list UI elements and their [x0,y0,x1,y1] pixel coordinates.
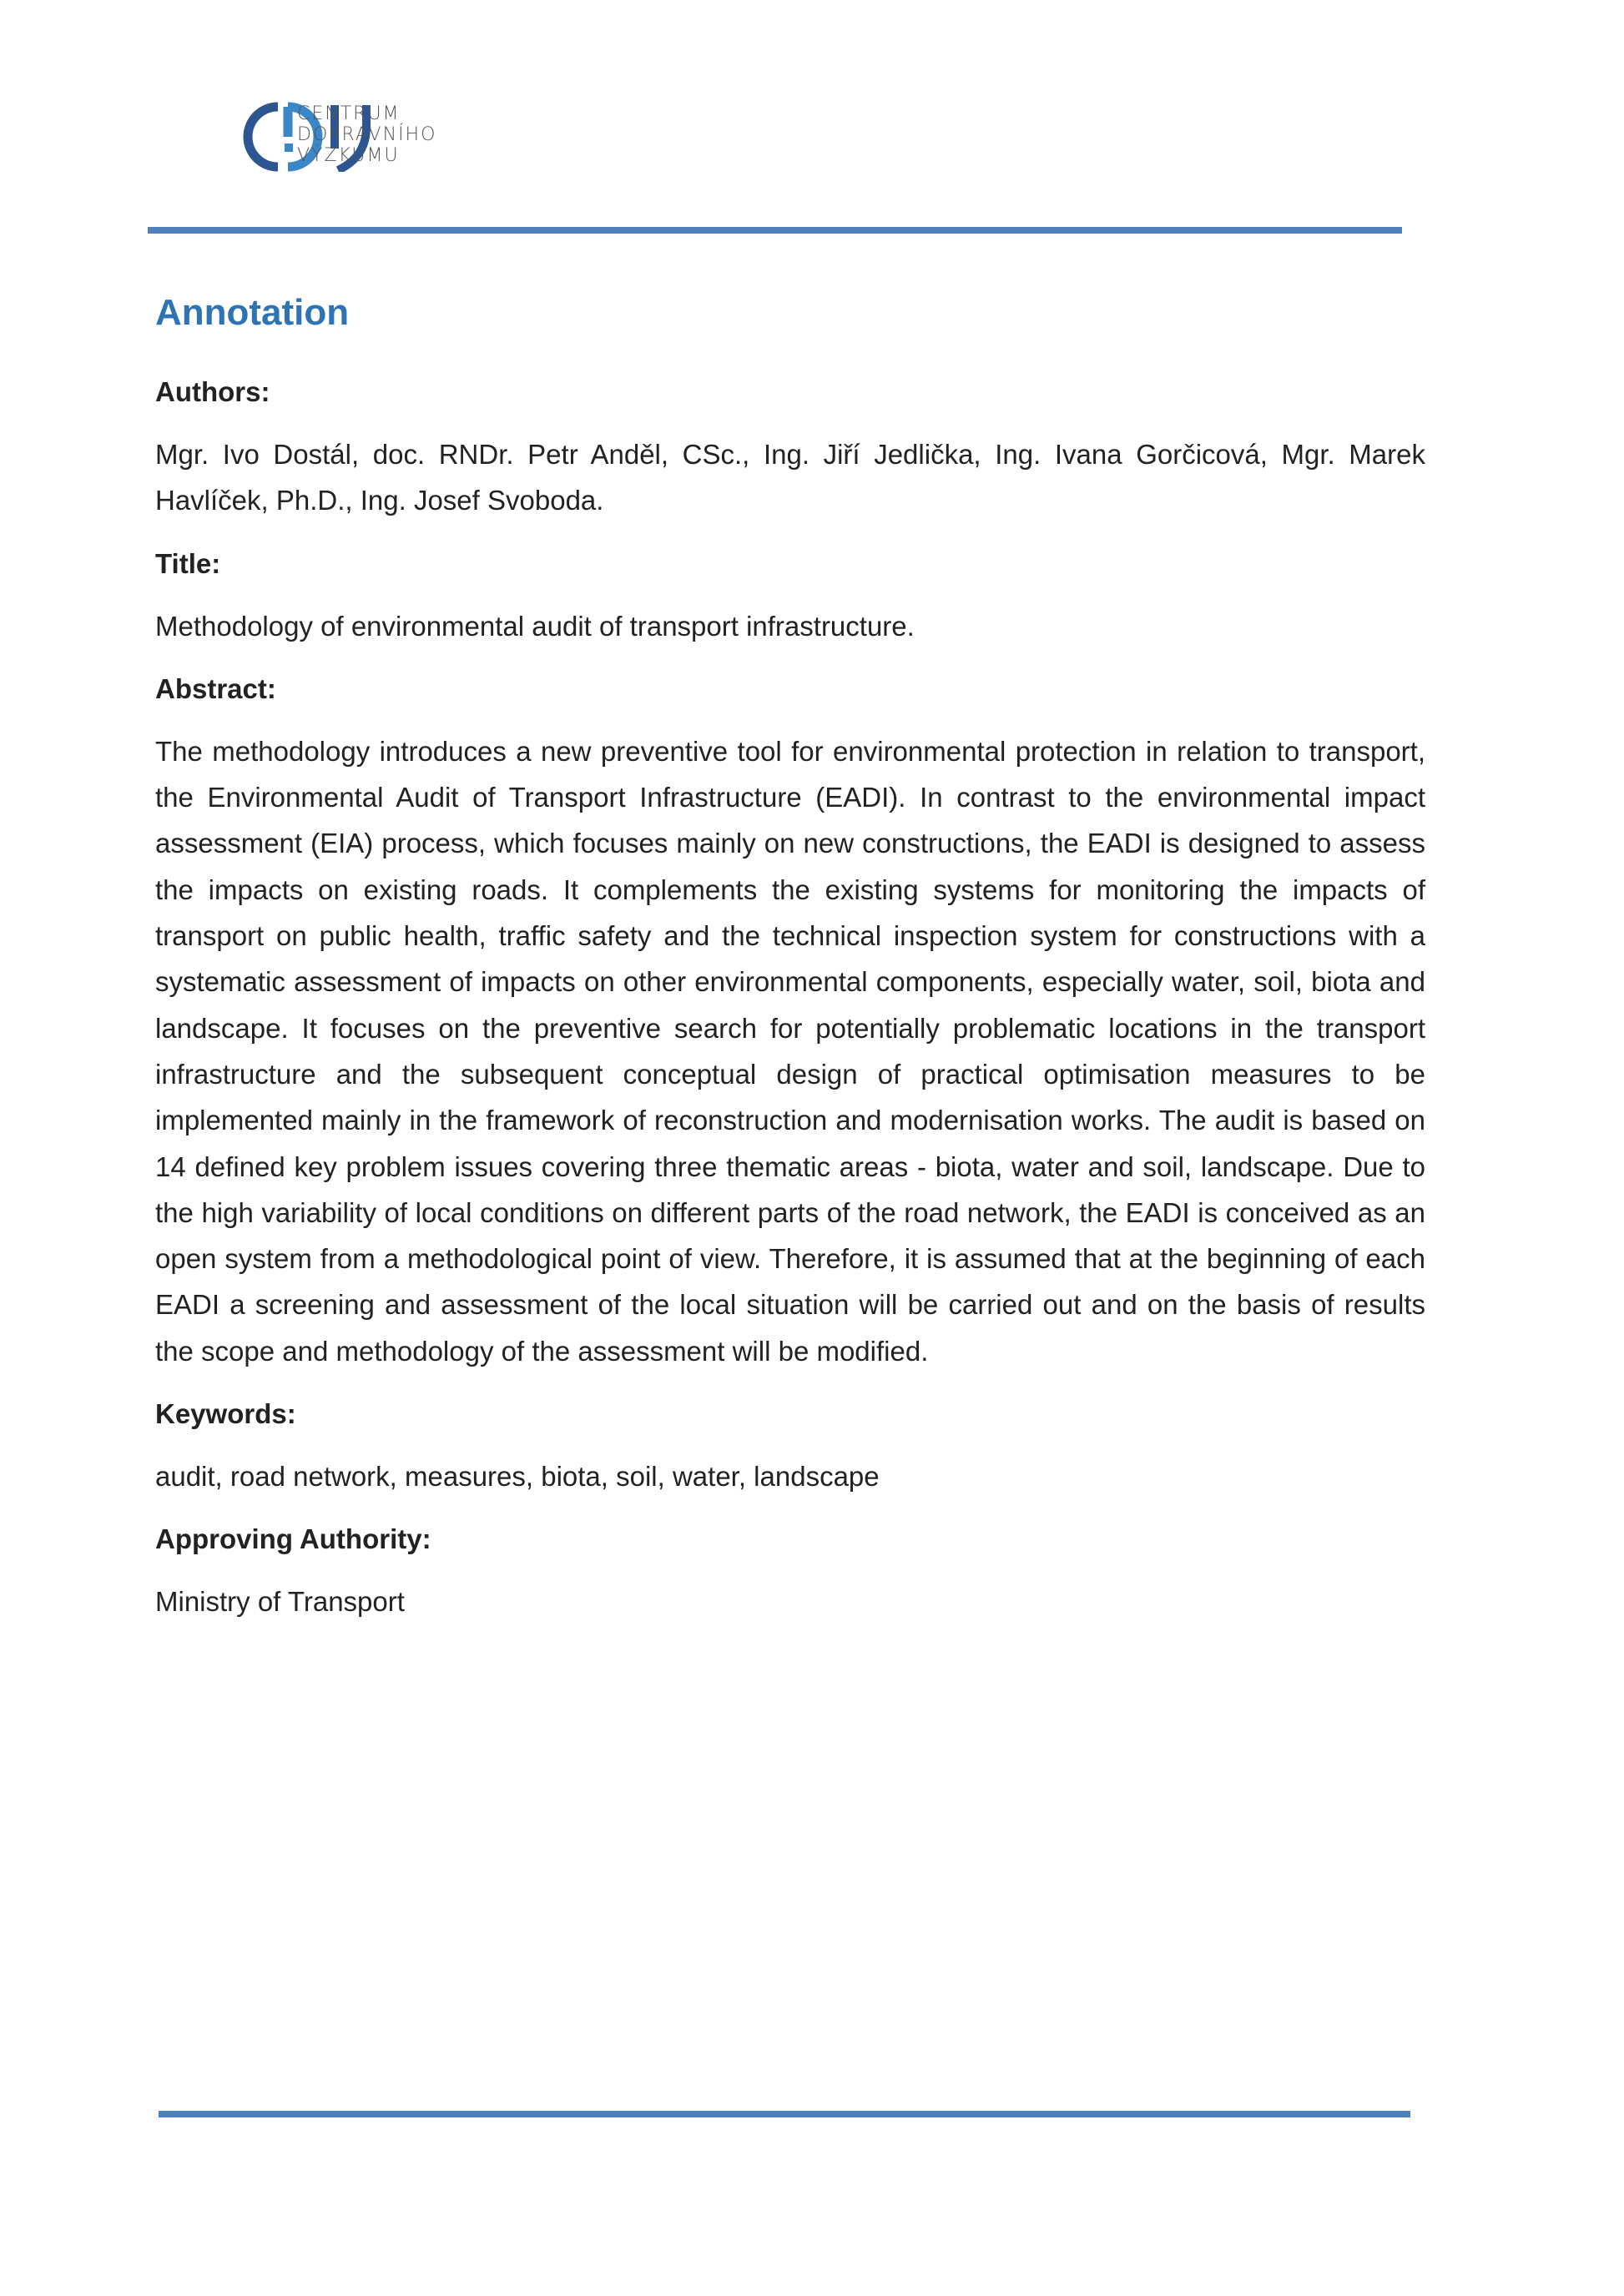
title-label: Title: [155,547,221,579]
logo-line-1: CENTRUM [297,103,401,124]
title-text: Methodology of environmental audit of transport infrastructure. [155,610,915,642]
keywords-label: Keywords: [155,1398,296,1430]
authors-text: Mgr. Ivo Dostál, doc. RNDr. Petr Anděl, CSc., Ing. Jiří Jedlička, Ing. Ivana Gorčicová, Mgr. Marek Havlíček, Ph.D., Ing. Josef Svoboda. [155,439,1425,516]
logo-line-2: DOPRAVNÍHO [297,124,437,145]
abstract-label: Abstract: [155,672,276,704]
approving-authority-text: Ministry of Transport [155,1586,405,1618]
annotation-content [155,369,1425,1642]
keywords-text: audit, road network, measures, biota, soil, water, landscape [155,1461,880,1493]
logo-d-square [285,144,293,152]
abstract-text: The methodology introduces a new preventive tool for environmental protection in relation to transport, the Environmental Audit of Transport Infrastructure (EADI). In contrast to the environmental impact assessment (EIA) process, which focuses mainly on new constructions, the EADI is designed to assess the impacts on existing roads. It complements the existing systems for monitoring the impacts of transport on public health, traffic safety and the technical inspection system for constructions with a systematic assessment of impacts on other environmental components, especially water, soil, biota and landscape. It focuses on the preventive search for potentially problematic locations in the transport infrastructure and the subsequent conceptual design of practical optimisation measures to be implemented mainly in the framework of reconstruction and modernisation works. The audit is based on 14 defined key problem issues covering three thematic areas - biota, water and soil, landscape. Due to the high variability of local conditions on different parts of the road network, the EADI is conceived as an open system from a methodological point of view. Therefore, it is assumed that at the beginning of each EADI a screening and assessment of the local situation will be carried out and on the basis of results the scope and methodology of the assessment will be modified. [155,735,1425,1367]
footer-divider [159,2111,1410,2117]
header-divider [148,227,1402,234]
authors-label: Authors: [155,376,270,407]
approving-authority-label: Approving Authority: [155,1523,431,1555]
logo-line-3: VÝZKUMU [297,145,400,166]
logo-d-stem [284,107,293,137]
logo-text [297,103,436,166]
page-heading: Annotation [155,292,350,333]
logo-c-shape [248,107,278,167]
